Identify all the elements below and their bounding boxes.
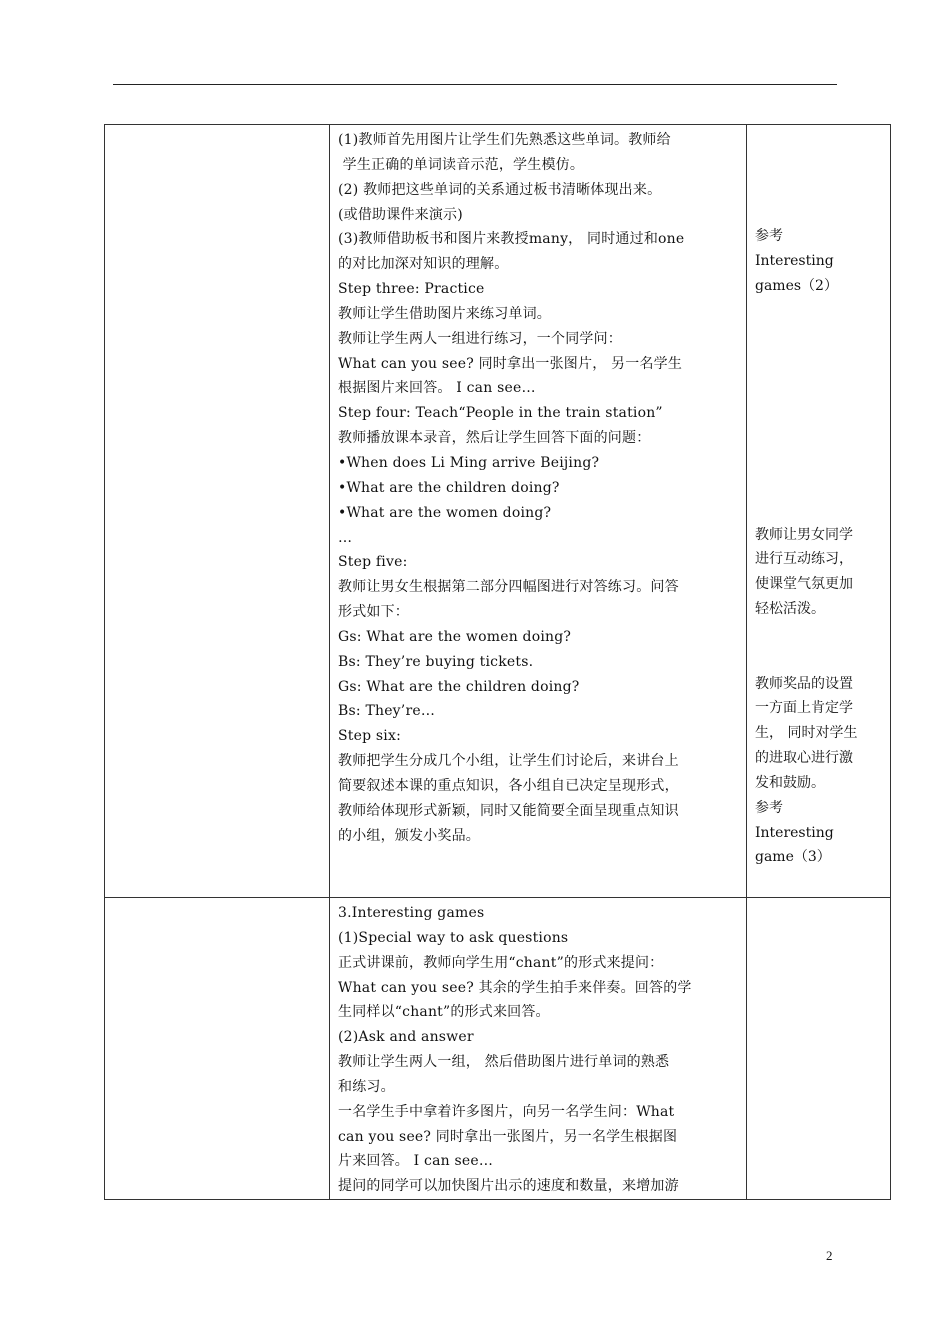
text-line: 正式讲课前，教师向学生用“chant”的形式来提问： xyxy=(338,954,664,971)
procedure-cell xyxy=(330,125,747,898)
text-line: •What are the children doing? xyxy=(338,479,560,496)
text-line: Interesting xyxy=(755,824,834,841)
text-line: •What are the women doing? xyxy=(338,504,552,521)
text-line: •When does Li Ming arrive Beijing? xyxy=(338,454,600,471)
text-line: 教师让学生两人一组进行练习，一个同学问： xyxy=(338,330,622,347)
procedure-text xyxy=(330,898,746,1199)
text-line: 片来回答。 I can see… xyxy=(338,1153,494,1170)
text-line: 形式如下： xyxy=(338,604,409,621)
table-row xyxy=(105,898,891,1200)
left-column-cell xyxy=(105,898,330,1200)
text-line: 教师让学生借助图片来练习单词。 xyxy=(338,305,551,322)
text-line: 教师给体现形式新颖，同时又能简要全面呈现重点知识 xyxy=(338,802,679,819)
header-rule xyxy=(113,84,837,85)
text-line: (2)Ask and answer xyxy=(338,1029,474,1046)
text-line: 进行互动练习， xyxy=(755,551,853,568)
text-line: What can you see? 同时拿出一张图片， 另一名学生 xyxy=(338,355,683,372)
text-line: Step four: Teach“People in the train station” xyxy=(338,405,663,422)
text-line: (1)Special way to ask questions xyxy=(338,929,569,946)
text-line: … xyxy=(338,529,353,546)
text-line: 的对比加深对知识的理解。 xyxy=(338,256,509,273)
text-line: 教师把学生分成几个小组，让学生们讨论后，来讲台上 xyxy=(338,753,679,770)
text-line: Step six: xyxy=(338,728,401,745)
procedure-cell xyxy=(330,898,747,1200)
text-line: 学生正确的单词读音示范，学生模仿。 xyxy=(338,156,585,173)
text-line: (3)教师借助板书和图片来教授many， 同时通过和one xyxy=(338,231,685,248)
text-line: (或借助课件来演示) xyxy=(338,206,463,223)
notes-text xyxy=(747,125,890,870)
text-line: 轻松活泼。 xyxy=(755,601,825,618)
text-line: 一名学生手中拿着许多图片，向另一名学生问：What xyxy=(338,1103,675,1120)
text-line: 提问的同学可以加快图片出示的速度和数量，来增加游 xyxy=(338,1178,679,1195)
table-row xyxy=(105,125,891,898)
text-line: Gs: What are the women doing? xyxy=(338,628,572,645)
text-line: 教师让男女同学 xyxy=(755,526,853,543)
text-line: Interesting xyxy=(755,253,834,270)
text-line: can you see? 同时拿出一张图片，另一名学生根据图 xyxy=(338,1128,678,1145)
text-line: Bs: They’re… xyxy=(338,703,436,720)
text-line: 根据图片来回答。 I can see… xyxy=(338,380,536,397)
lesson-plan-table xyxy=(104,124,891,1200)
text-line: 发和鼓励。 xyxy=(755,774,825,791)
text-line: 的进取心进行激 xyxy=(755,750,853,767)
text-line: 和练习。 xyxy=(338,1078,395,1095)
text-line: 参考 xyxy=(755,799,783,816)
text-line: game（3） xyxy=(755,849,831,866)
text-line: 教师让男女生根据第二部分四幅图进行对答练习。问答 xyxy=(338,579,679,596)
text-line: 3.Interesting games xyxy=(338,905,485,921)
notes-cell xyxy=(747,898,891,1200)
text-line: (1)教师首先用图片让学生们先熟悉这些单词。教师给 xyxy=(338,132,671,148)
text-line: Step three: Practice xyxy=(338,281,485,298)
text-line: 教师让学生两人一组， 然后借助图片进行单词的熟悉 xyxy=(338,1054,670,1071)
text-line: 生同样以“chant”的形式来回答。 xyxy=(338,1004,550,1021)
text-line: 生， 同时对学生 xyxy=(755,725,858,742)
text-line: 简要叙述本课的重点知识，各小组自已决定呈现形式， xyxy=(338,777,679,794)
left-column-cell xyxy=(105,125,330,898)
text-line: 教师播放课本录音，然后让学生回答下面的问题： xyxy=(338,430,651,447)
text-line: 使课堂气氛更加 xyxy=(755,576,853,593)
text-line: (2) 教师把这些单词的关系通过板书清晰体现出来。 xyxy=(338,181,662,198)
text-line: What can you see? 其余的学生拍手来伴奏。回答的学 xyxy=(338,979,692,996)
page-number: 2 xyxy=(826,1248,833,1263)
notes-cell xyxy=(747,125,891,898)
text-line: 一方面上肯定学 xyxy=(755,700,853,717)
text-line: 教师奖品的设置 xyxy=(755,675,853,692)
text-line: Gs: What are the children doing? xyxy=(338,678,580,695)
text-line: 参考 xyxy=(755,228,783,245)
procedure-text xyxy=(330,125,746,848)
text-line: 的小组，颁发小奖品。 xyxy=(338,827,480,844)
text-line: Bs: They’re buying tickets. xyxy=(338,653,534,670)
text-line: games（2） xyxy=(755,278,838,295)
text-line: Step five: xyxy=(338,554,408,571)
